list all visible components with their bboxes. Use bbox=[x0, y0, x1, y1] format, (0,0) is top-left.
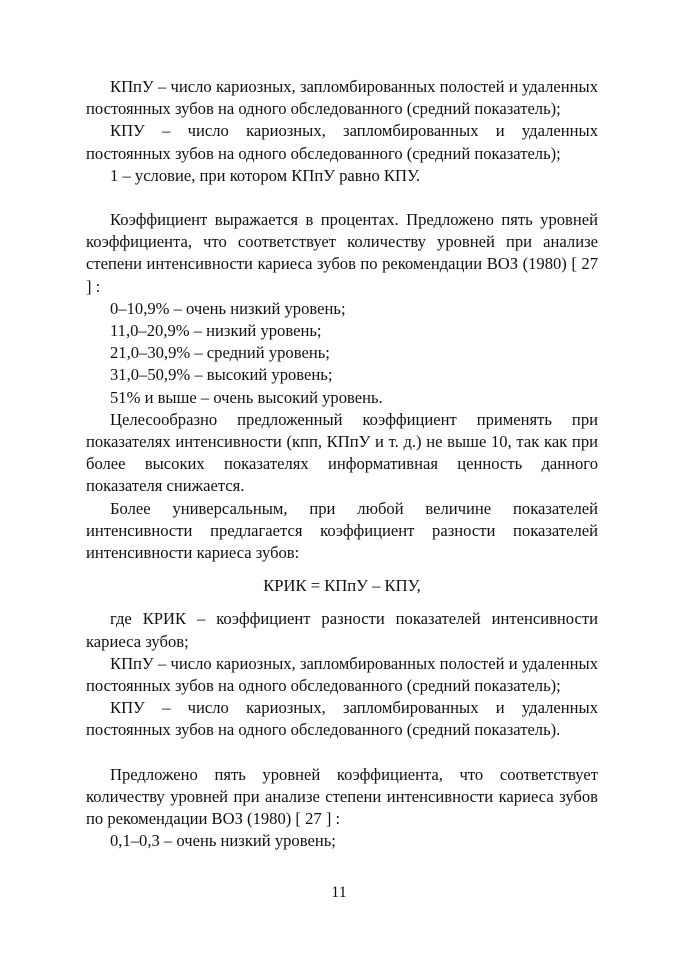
definition-kpu: КПУ – число кариозных, запломбированных и удаленных постоянных зубов на одного обследованного (средний показатель); bbox=[86, 121, 598, 163]
page-body bbox=[86, 76, 598, 853]
level-item: 51% и выше – очень высокий уровень. bbox=[110, 387, 383, 407]
usage-paragraph: Целесообразно предложенный коэффициент применять при показателях интенсивности (кпп, КПпУ и т. д.) не выше 10, так как при более высоких показателях информативная ценность данного показателя снижается. bbox=[86, 409, 598, 496]
level-item: 21,0–30,9% – средний уровень; bbox=[110, 343, 330, 363]
definition-kppu-2: КПпУ – число кариозных, запломбированных полостей и удаленных постоянных зубов на одного обследованного (средний показатель); bbox=[86, 653, 598, 696]
levels-intro-paragraph: Предложено пять уровней коэффициента, что соответствует количеству уровней при анализе степени интенсивности кариеса зубов по рекомендации ВОЗ (1980) [ 27 ] : bbox=[86, 764, 598, 829]
level-item: 31,0–50,9% – высокий уровень; bbox=[110, 365, 333, 385]
paragraph-gap bbox=[86, 742, 598, 764]
definition-kpu-2: КПУ – число кариозных, запломбированных и удаленных постоянных зубов на одного обследованного (средний показатель). bbox=[86, 698, 598, 740]
definition-kppu: КПпУ – число кариозных, запломбированных полостей и удаленных постоянных зубов на одного обследованного (средний показатель); bbox=[86, 77, 598, 119]
paragraph-gap bbox=[86, 187, 598, 209]
level-item: 11,0–20,9% – низкий уровень; bbox=[110, 321, 322, 341]
formula: КРИК = КПпУ – КПУ, bbox=[263, 576, 421, 596]
level-item: 0,1–0,3 – очень низкий уровень; bbox=[110, 831, 336, 851]
page-number: 11 bbox=[331, 884, 347, 901]
level-item: 0–10,9% – очень низкий уровень; bbox=[110, 298, 346, 318]
coefficient-paragraph: Коэффициент выражается в процентах. Предложено пять уровней коэффициента, что соответствует количеству уровней при анализе степени интенсивности кариеса зубов по рекомендации ВОЗ (1980) [ 27 ] : bbox=[86, 210, 598, 296]
universal-paragraph: Более универсальным, при любой величине показателей интенсивности предлагается коэффициент разности показателей интенсивности кариеса зубов: bbox=[86, 498, 598, 563]
definition-krik: где КРИК – коэффициент разности показателей интенсивности кариеса зубов; bbox=[86, 609, 598, 651]
condition-note: 1 – условие, при котором КПпУ равно КПУ. bbox=[110, 165, 421, 185]
